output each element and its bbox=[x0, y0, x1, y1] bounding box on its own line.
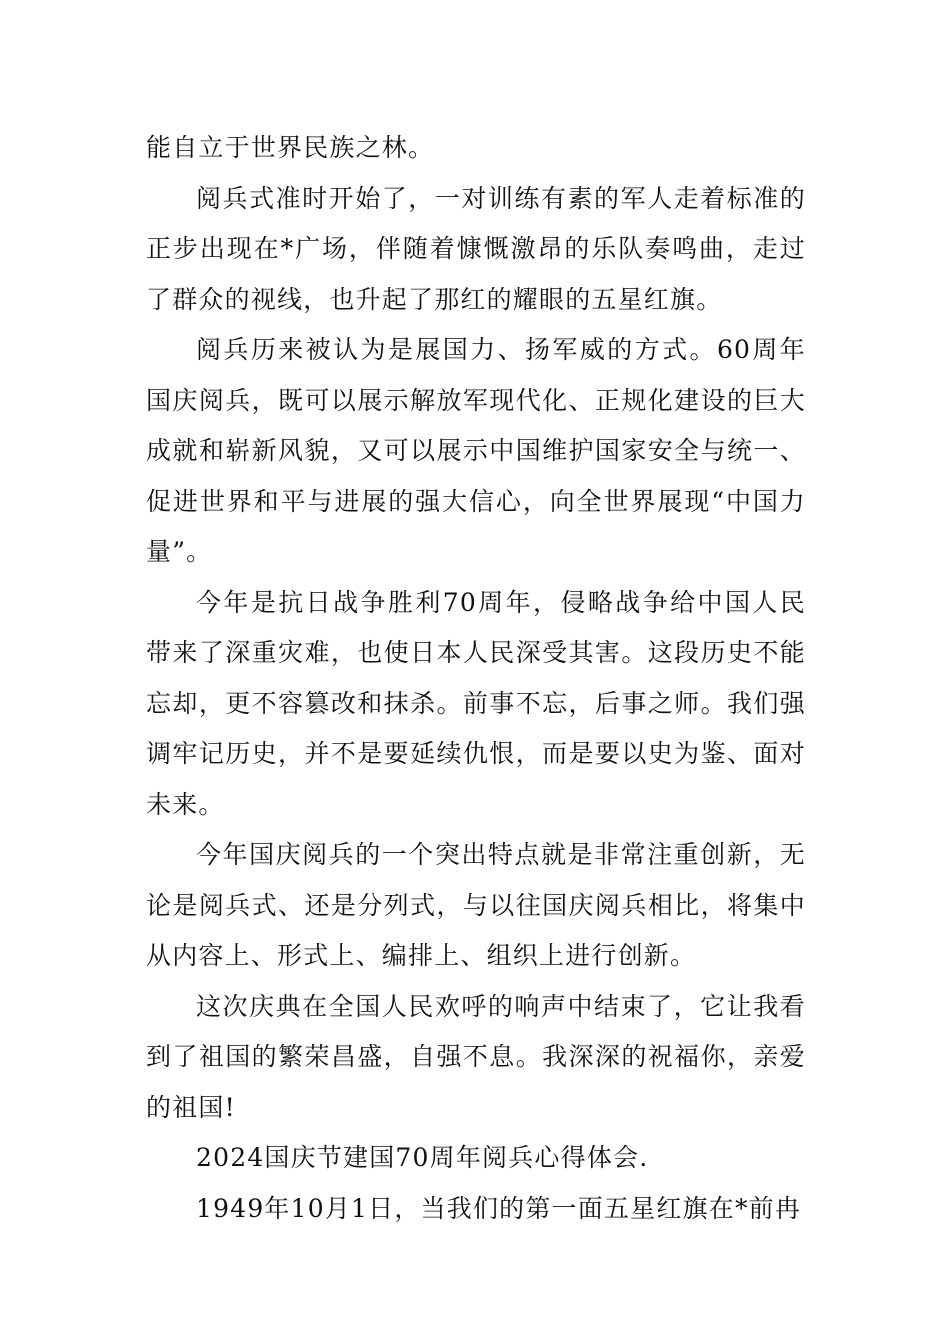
paragraph-5: 今年国庆阅兵的一个突出特点就是非常注重创新，无论是阅兵式、还是分列式，与以往国庆阅兵相比，将集中从内容上、形式上、编排上、组织上进行创新。 bbox=[146, 840, 806, 970]
paragraph-8: 1949年10月1日，当我们的第一面五星红旗在*前冉 bbox=[196, 1193, 802, 1223]
paragraph-3: 阅兵历来被认为是展国力、扬军威的方式。60周年国庆阅兵，既可以展示解放军现代化、正规化建设的巨大成就和崭新风貌，又可以展示中国维护国家安全与统一、促进世界和平与进展的强大信心，向全世界展现“中国力量”。 bbox=[146, 335, 806, 566]
paragraph-2: 阅兵式准时开始了，一对训练有素的军人走着标准的正步出现在*广场，伴随着慷慨激昂的乐队奏鸣曲，走过了群众的视线，也升起了那红的耀眼的五星红旗。 bbox=[146, 183, 806, 314]
paragraph-6: 这次庆典在全国人民欢呼的响声中结束了，它让我看到了祖国的繁荣昌盛，自强不息。我深深的祝福你，亲爱的祖国! bbox=[146, 991, 806, 1122]
paragraph-4: 今年是抗日战争胜利70周年，侵略战争给中国人民带来了深重灾难，也使日本人民深受其害。这段历史不能忘却，更不容篡改和抹杀。前事不忘，后事之师。我们强调牢记历史，并不是要延续仇恨，而是要以史为鉴、面对未来。 bbox=[146, 587, 806, 819]
document-body bbox=[146, 123, 806, 1234]
paragraph-1: 能自立于世界民族之林。 bbox=[146, 133, 435, 162]
section-heading: 2024国庆节建国70周年阅兵心得体会. bbox=[196, 1143, 649, 1172]
